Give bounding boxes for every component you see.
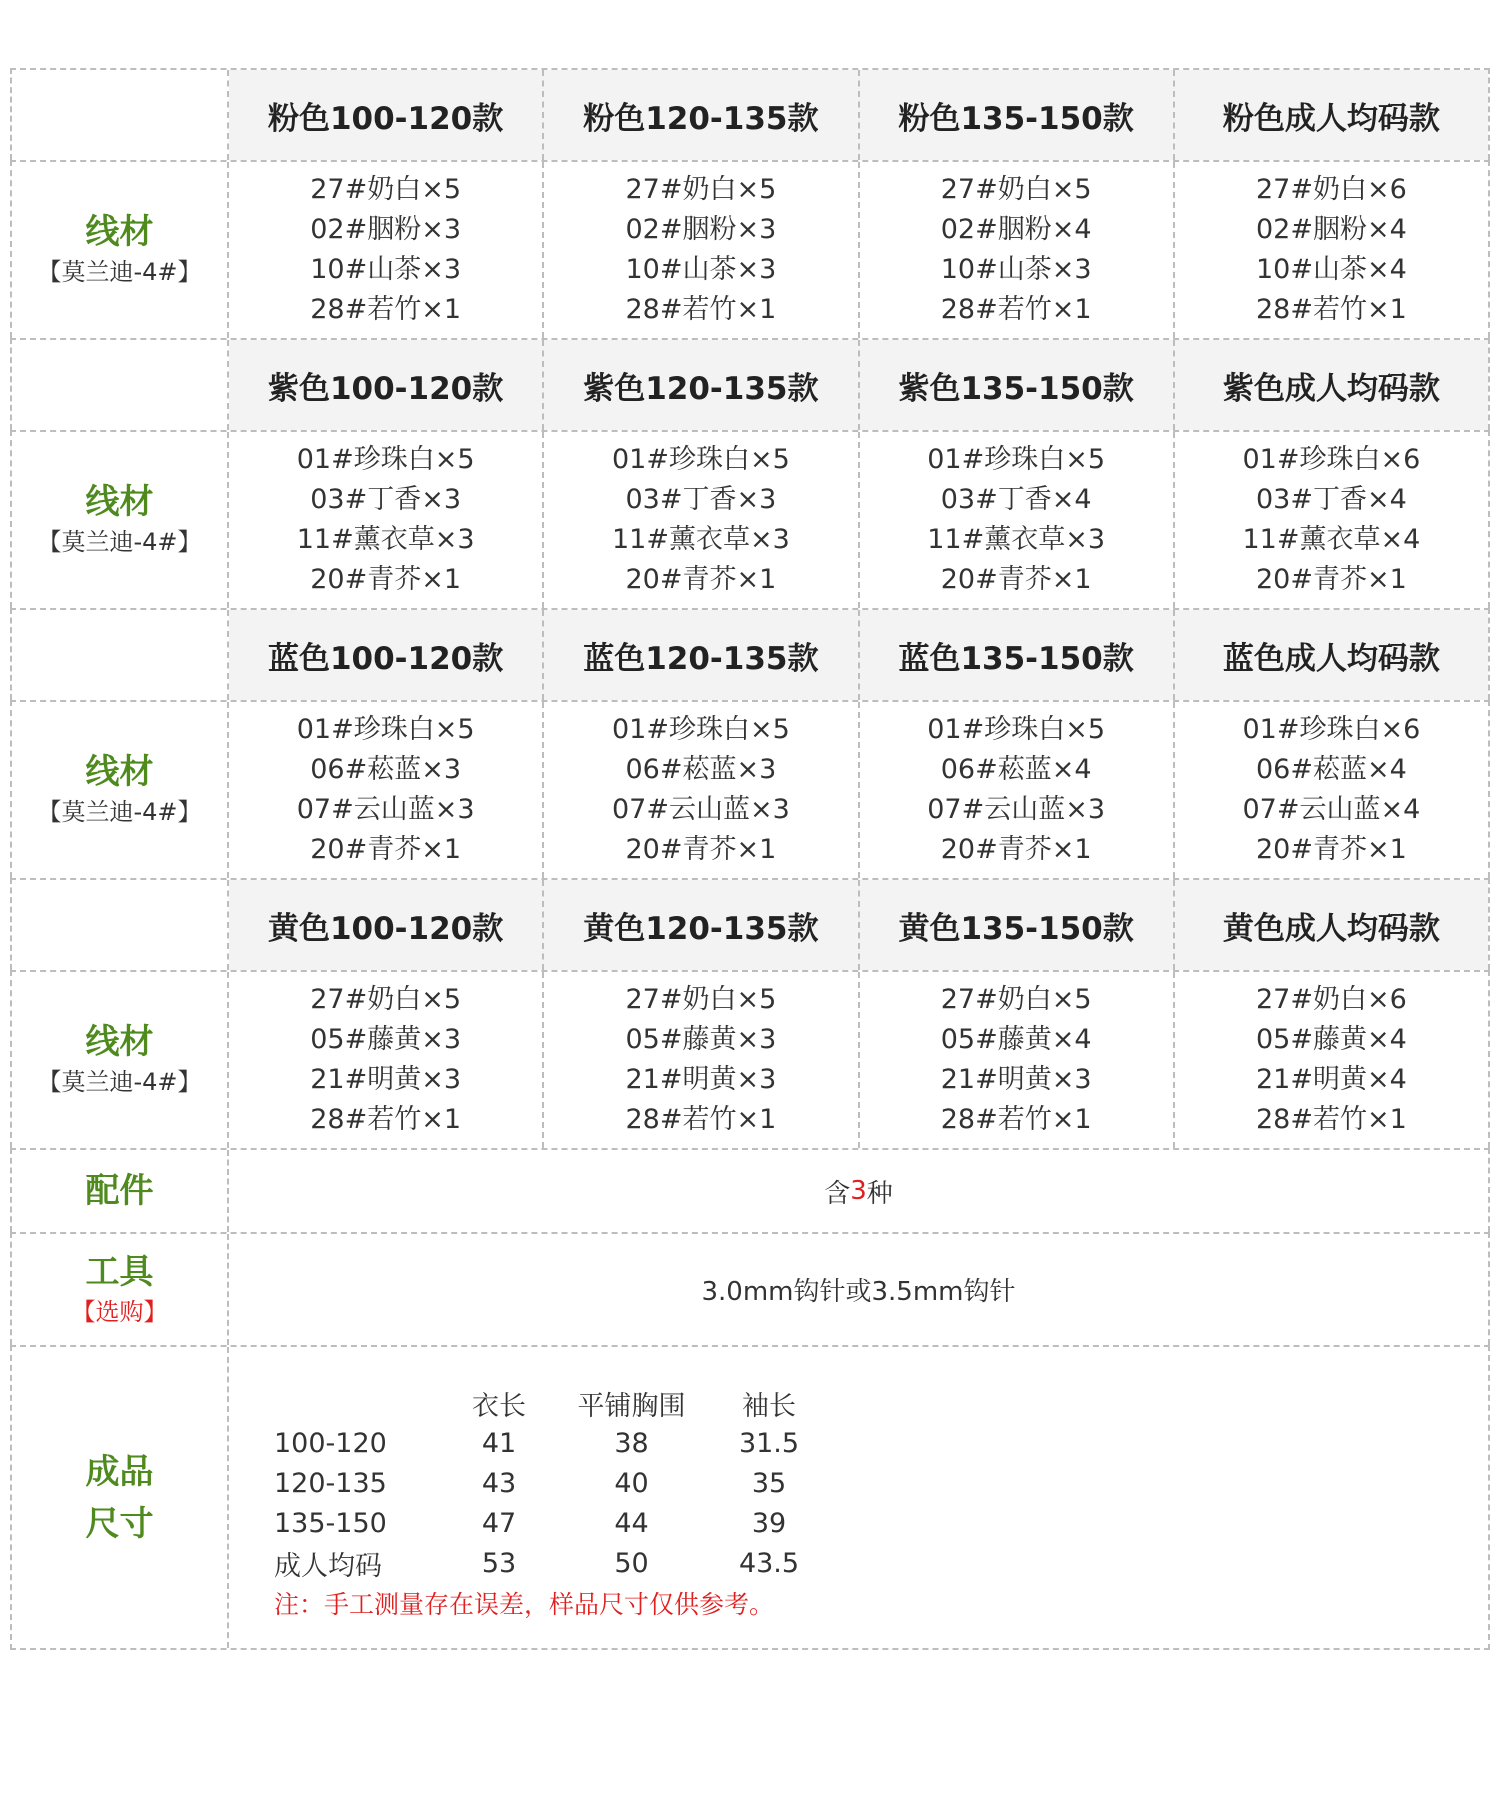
yarn-item: 03#丁香×3 <box>310 484 462 515</box>
tools-row <box>10 1232 1490 1345</box>
yarn-item: 27#奶白×5 <box>940 984 1092 1015</box>
size-table-row <box>274 1423 824 1463</box>
header-blank-cell <box>12 70 229 160</box>
yarn-sublabel: 【莫兰迪-4#】 <box>37 1068 202 1096</box>
yarn-item: 20#青芥×1 <box>625 834 777 865</box>
yarn-cell <box>229 702 544 878</box>
yarn-item: 20#青芥×1 <box>940 834 1092 865</box>
yarn-sublabel: 【莫兰迪-4#】 <box>37 258 202 286</box>
size-cell-value: 38 <box>614 1427 649 1459</box>
size-cell-value: 100-120 <box>274 1427 387 1459</box>
yarn-row <box>10 700 1490 878</box>
yarn-cell <box>1175 972 1488 1148</box>
yarn-cell <box>1175 432 1488 608</box>
yarn-item: 05#藤黄×4 <box>940 1024 1092 1055</box>
yarn-label-cell <box>12 972 229 1148</box>
yarn-cell <box>229 432 544 608</box>
yarn-item: 21#明黄×4 <box>1255 1064 1407 1095</box>
size-col-header: 衣长 <box>472 1390 526 1422</box>
yarn-item: 03#丁香×4 <box>940 484 1092 515</box>
tools-sublabel: 【选购】 <box>71 1297 168 1326</box>
yarn-item: 07#云山蓝×3 <box>611 794 790 825</box>
variant-header: 蓝色100-120款 <box>229 610 544 700</box>
group-header-row <box>10 338 1490 430</box>
size-table-row <box>274 1503 824 1543</box>
size-cell-value: 53 <box>481 1547 517 1579</box>
yarn-cell <box>544 702 859 878</box>
variant-header: 粉色100-120款 <box>229 70 544 160</box>
yarn-item: 28#若竹×1 <box>310 294 462 325</box>
yarn-item: 01#珍珠白×5 <box>927 714 1106 745</box>
size-row <box>10 1345 1490 1650</box>
variant-header: 黄色120-135款 <box>544 880 859 970</box>
yarn-item: 28#若竹×1 <box>310 1104 462 1135</box>
variant-header: 紫色100-120款 <box>229 340 544 430</box>
size-cell-value: 47 <box>481 1507 517 1539</box>
size-table-row <box>274 1543 824 1583</box>
yarn-item: 01#珍珠白×5 <box>611 714 790 745</box>
yarn-item: 28#若竹×1 <box>1255 294 1407 325</box>
yarn-item: 02#胭粉×4 <box>1255 214 1407 245</box>
size-table-row <box>274 1463 824 1503</box>
yarn-cell <box>1175 702 1488 878</box>
yarn-item: 20#青芥×1 <box>310 834 462 865</box>
size-label-line2: 尺寸 <box>85 1503 154 1544</box>
size-cell-value: 39 <box>751 1507 787 1539</box>
yarn-item: 10#山茶×3 <box>310 254 462 285</box>
accessories-row <box>10 1148 1490 1232</box>
variant-header: 紫色135-150款 <box>860 340 1175 430</box>
accessories-label: 配件 <box>85 1171 154 1211</box>
yarn-item: 21#明黄×3 <box>625 1064 777 1095</box>
variant-header: 蓝色135-150款 <box>860 610 1175 700</box>
yarn-cell <box>1175 162 1488 338</box>
variant-header: 粉色成人均码款 <box>1175 70 1488 160</box>
accessories-value <box>229 1150 1488 1232</box>
yarn-cell <box>860 162 1175 338</box>
yarn-item: 01#珍珠白×6 <box>1242 714 1421 745</box>
accessories-count: 3 <box>850 1176 867 1206</box>
yarn-item: 28#若竹×1 <box>625 1104 777 1135</box>
size-cell-value: 41 <box>481 1427 517 1459</box>
size-cell-value: 43 <box>481 1467 517 1499</box>
size-cell-value: 135-150 <box>274 1507 387 1539</box>
yarn-item: 20#青芥×1 <box>625 564 777 595</box>
yarn-cell <box>544 972 859 1148</box>
size-cell-value: 成人均码 <box>274 1550 382 1582</box>
yarn-item: 28#若竹×1 <box>625 294 777 325</box>
size-cell-value: 50 <box>614 1547 649 1579</box>
yarn-cell <box>229 972 544 1148</box>
header-blank-cell <box>12 610 229 700</box>
yarn-item: 27#奶白×5 <box>625 174 777 205</box>
yarn-item: 11#薰衣草×4 <box>1242 524 1421 555</box>
yarn-label-cell <box>12 432 229 608</box>
variant-header: 紫色120-135款 <box>544 340 859 430</box>
yarn-item: 01#珍珠白×5 <box>296 444 475 475</box>
group-header-row <box>10 878 1490 970</box>
yarn-item: 06#菘蓝×4 <box>1255 754 1407 785</box>
yarn-item: 02#胭粉×3 <box>310 214 462 245</box>
size-note: 注：手工测量存在误差，样品尺寸仅供参考。 <box>274 1590 775 1619</box>
size-table <box>274 1383 824 1621</box>
yarn-label-cell <box>12 702 229 878</box>
yarn-item: 10#山茶×3 <box>625 254 777 285</box>
yarn-item: 28#若竹×1 <box>1255 1104 1407 1135</box>
yarn-item: 01#珍珠白×6 <box>1242 444 1421 475</box>
variant-header: 粉色135-150款 <box>860 70 1175 160</box>
size-cell-value: 120-135 <box>274 1467 387 1499</box>
yarn-item: 07#云山蓝×3 <box>927 794 1106 825</box>
yarn-item: 01#珍珠白×5 <box>927 444 1106 475</box>
yarn-cell <box>544 432 859 608</box>
yarn-item: 05#藤黄×4 <box>1255 1024 1407 1055</box>
yarn-label: 线材 <box>85 752 154 792</box>
yarn-item: 20#青芥×1 <box>1255 834 1407 865</box>
yarn-item: 28#若竹×1 <box>940 1104 1092 1135</box>
variant-header: 黄色100-120款 <box>229 880 544 970</box>
size-cell-value: 44 <box>614 1507 649 1539</box>
yarn-item: 21#明黄×3 <box>310 1064 462 1095</box>
size-rows <box>274 1423 824 1583</box>
size-col-header: 袖长 <box>742 1390 796 1422</box>
variant-header: 紫色成人均码款 <box>1175 340 1488 430</box>
size-header-row <box>274 1383 824 1423</box>
yarn-item: 02#胭粉×4 <box>940 214 1092 245</box>
materials-table <box>10 68 1490 1650</box>
yarn-item: 01#珍珠白×5 <box>296 714 475 745</box>
size-content <box>229 1347 1488 1648</box>
size-cell-value: 43.5 <box>738 1547 800 1579</box>
yarn-row <box>10 430 1490 608</box>
yarn-item: 07#云山蓝×3 <box>296 794 475 825</box>
yarn-item: 28#若竹×1 <box>940 294 1092 325</box>
yarn-label: 线材 <box>85 482 154 522</box>
yarn-item: 11#薰衣草×3 <box>296 524 475 555</box>
size-cell-value: 35 <box>751 1467 787 1499</box>
accessories-label-cell <box>12 1150 229 1232</box>
yarn-item: 20#青芥×1 <box>940 564 1092 595</box>
size-label-cell <box>12 1347 229 1648</box>
variant-header: 粉色120-135款 <box>544 70 859 160</box>
yarn-item: 20#青芥×1 <box>310 564 462 595</box>
yarn-label: 线材 <box>85 212 154 252</box>
accessories-prefix: 含 <box>824 1178 851 1209</box>
yarn-item: 27#奶白×5 <box>310 984 462 1015</box>
yarn-item: 01#珍珠白×5 <box>611 444 790 475</box>
yarn-item: 11#薰衣草×3 <box>927 524 1106 555</box>
yarn-row <box>10 160 1490 338</box>
group-header-row <box>10 68 1490 160</box>
yarn-item: 11#薰衣草×3 <box>611 524 790 555</box>
variant-header: 黄色成人均码款 <box>1175 880 1488 970</box>
yarn-cell <box>860 972 1175 1148</box>
yarn-item: 06#菘蓝×3 <box>310 754 462 785</box>
yarn-sublabel: 【莫兰迪-4#】 <box>37 798 202 826</box>
accessories-suffix: 种 <box>866 1178 893 1209</box>
yarn-item: 03#丁香×3 <box>625 484 777 515</box>
yarn-item: 27#奶白×6 <box>1255 174 1407 205</box>
tools-label: 工具 <box>85 1251 154 1292</box>
yarn-item: 10#山茶×3 <box>940 254 1092 285</box>
yarn-item: 27#奶白×5 <box>625 984 777 1015</box>
yarn-sublabel: 【莫兰迪-4#】 <box>37 528 202 556</box>
yarn-item: 20#青芥×1 <box>1255 564 1407 595</box>
tools-value: 3.0mm钩针或3.5mm钩针 <box>701 1277 1016 1307</box>
yarn-item: 05#藤黄×3 <box>625 1024 777 1055</box>
yarn-item: 02#胭粉×3 <box>625 214 777 245</box>
yarn-item: 07#云山蓝×4 <box>1242 794 1421 825</box>
yarn-item: 10#山茶×4 <box>1255 254 1407 285</box>
yarn-cell <box>860 432 1175 608</box>
header-blank-cell <box>12 880 229 970</box>
yarn-item: 27#奶白×5 <box>310 174 462 205</box>
size-col-header: 平铺胸围 <box>577 1390 686 1422</box>
yarn-item: 21#明黄×3 <box>940 1064 1092 1095</box>
yarn-item: 03#丁香×4 <box>1255 484 1407 515</box>
yarn-cell <box>229 162 544 338</box>
yarn-groups <box>10 68 1490 1148</box>
yarn-item: 27#奶白×6 <box>1255 984 1407 1015</box>
variant-header: 黄色135-150款 <box>860 880 1175 970</box>
group-header-row <box>10 608 1490 700</box>
yarn-item: 06#菘蓝×4 <box>940 754 1092 785</box>
yarn-cell <box>860 702 1175 878</box>
size-cell-value: 31.5 <box>738 1427 800 1459</box>
size-label-line1: 成品 <box>85 1451 154 1492</box>
yarn-label: 线材 <box>85 1022 154 1062</box>
size-cell-value: 40 <box>614 1467 649 1499</box>
yarn-item: 06#菘蓝×3 <box>625 754 777 785</box>
yarn-row <box>10 970 1490 1148</box>
variant-header: 蓝色成人均码款 <box>1175 610 1488 700</box>
header-blank-cell <box>12 340 229 430</box>
variant-header: 蓝色120-135款 <box>544 610 859 700</box>
yarn-label-cell <box>12 162 229 338</box>
yarn-item: 05#藤黄×3 <box>310 1024 462 1055</box>
yarn-item: 27#奶白×5 <box>940 174 1092 205</box>
yarn-cell <box>544 162 859 338</box>
tools-label-cell <box>12 1234 229 1345</box>
